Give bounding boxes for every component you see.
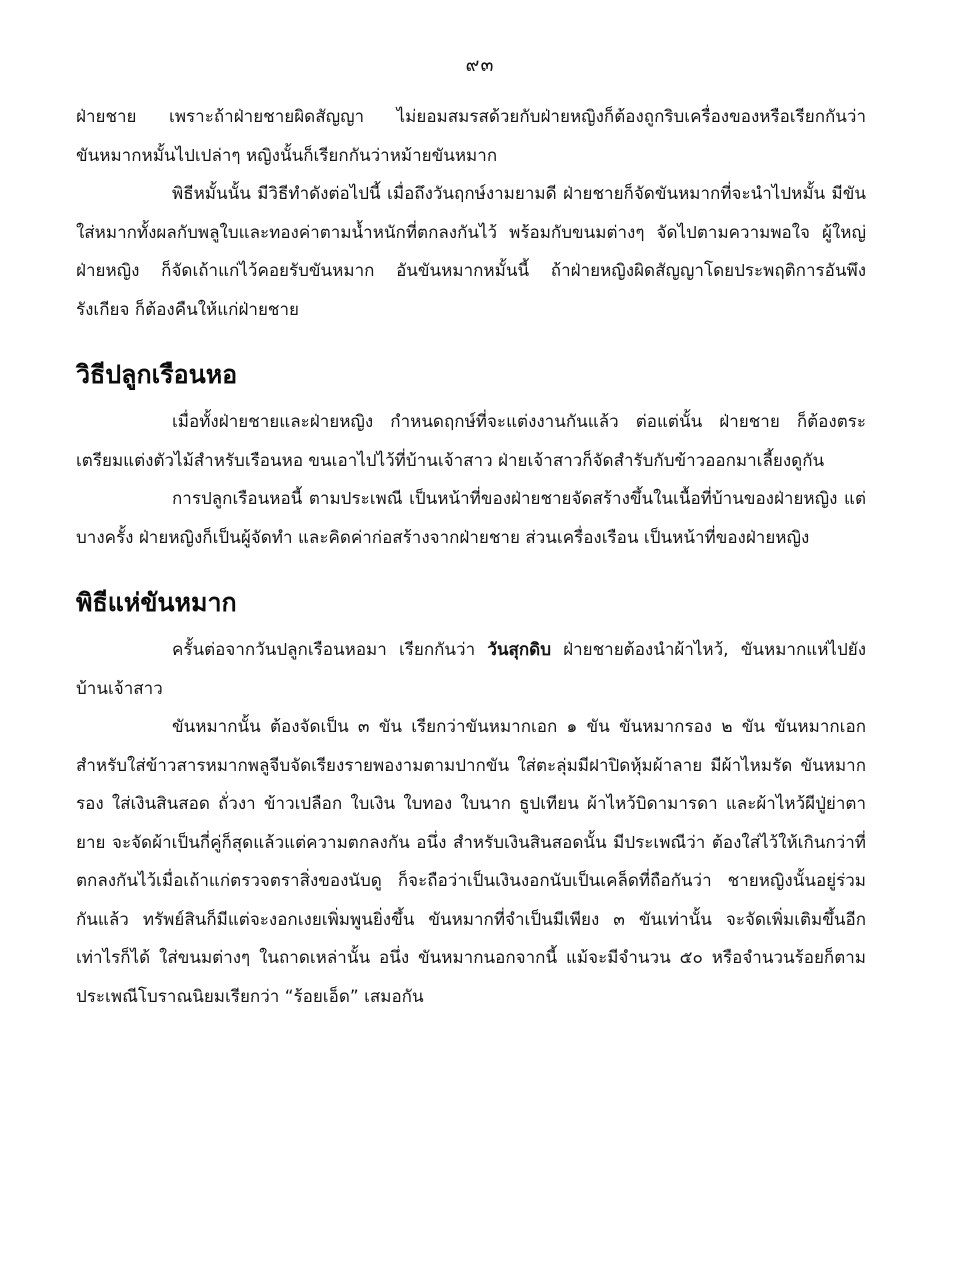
- intro-paragraph-1: ฝ่ายชาย เพราะถ้าฝ่ายชายผิดสัญญา ไม่ยอมสมรสด้วยกับฝ่ายหญิงก็ต้องถูกริบเครื่องของหรือเรียกกันว่าขันหมากหมั้นไปเปล่าๆ หญิงนั้นก็เรียกกันว่าหม้ายขันหมาก: [76, 107, 866, 166]
- page-number: ๙๓: [465, 54, 495, 76]
- section1-paragraph-1: เมื่อทั้งฝ่ายชายและฝ่ายหญิง กำหนดฤกษ์ที่จะแต่งงานกันแล้ว ต่อแต่นั้น ฝ่ายชาย ก็ต้องตระเตรียมแต่งตัวไม้สำหรับเรือนหอ ขนเอาไปไว้ที่บ้านเจ้าสาว ฝ่ายเจ้าสาวก็จัดสำรับกับข้าวออกมาเลี้ยงดูกัน: [76, 412, 866, 471]
- section2-p1-text-before: ครั้นต่อจากวันปลูกเรือนหอมา เรียกกันว่า: [172, 640, 488, 660]
- section-heading-house-building: วิธีปลูกเรือนหอ: [76, 360, 238, 389]
- section2-paragraph-2: ขันหมากนั้น ต้องจัดเป็น ๓ ขัน เรียกว่าขันหมากเอก ๑ ขัน ขันหมากรอง ๒ ขัน ขันหมากเอก สำหรับใส่ข้าวสารหมากพลูจีบจัดเรียงรายพองามตามปากขัน ใส่ตะลุ่มมีฝาปิดหุ้มผ้าลาย มีผ้าไหมรัด ขันหมากรอง ใส่เงินสินสอด ถั่วงา ข้าวเปลือก ใบเงิน ใบทอง ใบนาก ธูปเทียน ผ้าไหว้บิดามารดา และผ้าไหว้ผีปู่ย่าตายาย จะจัดผ้าเป็นกี่คู่ก็สุดแล้วแต่ความตกลงกัน อนึ่ง สำหรับเงินสินสอดนั้น มีประเพณีว่า ต้องใส่ไว้ให้เกินกว่าที่ตกลงกันไว้เมื่อเถ้าแก่ตรวจตราสิ่งของนับดู ก็จะถือว่าเป็นเงินงอกนับเป็นเคล็ดที่ถือกันว่า ชายหญิงนั้นอยู่ร่วมกันแล้ว ทรัพย์สินก็มีแต่จะงอกเงยเพิ่มพูนยิ่งขึ้น ขันหมากที่จำเป็นมีเพียง ๓ ขันเท่านั้น จะจัดเพิ่มเติมขึ้นอีกเท่าไรก็ได้ ใส่ขนมต่างๆ ในถาดเหล่านั้น อนึ่ง ขันหมากนอกจากนี้ แม้จะมีจำนวน ๕๐ หรือจำนวนร้อยก็ตาม ประเพณีโบราณนิยมเรียกว่า “ร้อยเอ็ด” เสมอกัน: [76, 717, 866, 1007]
- section2-p1-text-after: ฝ่ายชายต้องนำผ้าไหว้, ขันหมากแห่ไปยังบ้านเจ้าสาว: [76, 640, 867, 699]
- section1-paragraph-2: การปลูกเรือนหอนี้ ตามประเพณี เป็นหน้าที่ของฝ่ายชายจัดสร้างขึ้นในเนื้อที่บ้านของฝ่ายหญิง แต่บางครั้ง ฝ่ายหญิงก็เป็นผู้จัดทำ และคิดค่าก่อสร้างจากฝ่ายชาย ส่วนเครื่องเรือน เป็นหน้าที่ของฝ่ายหญิง: [76, 489, 866, 548]
- section2-paragraph-1: [76, 631, 866, 708]
- section-heading-khan-mak-procession: พิธีแห่ขันหมาก: [76, 588, 237, 617]
- intro-paragraph-2: พิธีหมั้นนั้น มีวิธีทำดังต่อไปนี้ เมื่อถึงวันฤกษ์งามยามดี ฝ่ายชายก็จัดขันหมากที่จะนำไปหมั้น มีขันใส่หมากทั้งผลกับพลูใบและทองค่าตามน้ำหนักที่ตกลงกันไว้ พร้อมกับขนมต่างๆ จัดไปตามความพอใจ ผู้ใหญ่ฝ่ายหญิง ก็จัดเถ้าแก่ไว้คอยรับขันหมาก อันขันหมากหมั้นนี้ ถ้าฝ่ายหญิงผิดสัญญาโดยประพฤติการอันพึงรังเกียจ ก็ต้องคืนให้แก่ฝ่ายชาย: [76, 184, 866, 320]
- section2-p1-bold-term: วันสุกดิบ: [487, 640, 551, 660]
- page-content: [76, 98, 866, 1016]
